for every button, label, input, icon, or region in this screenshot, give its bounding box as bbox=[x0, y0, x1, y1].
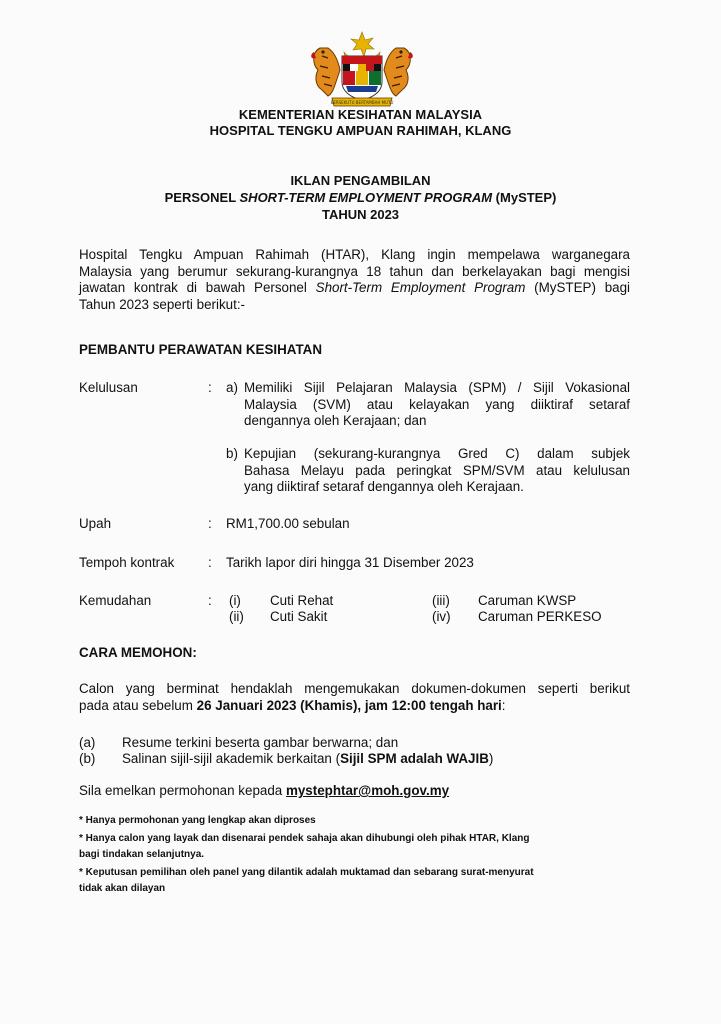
intro-line-2: Malaysia yang berumur sekurang-kurangnya 18 tahun dan berkelayakan bagi mengisi bbox=[79, 263, 630, 279]
wage-label: Upah bbox=[79, 516, 112, 531]
spm-required: Sijil SPM adalah WAJIB bbox=[340, 751, 489, 766]
doc-num: (a) bbox=[79, 735, 96, 750]
note-3-cont: tidak akan dilayan bbox=[79, 883, 166, 894]
apply-line-2: pada atau sebelum 26 Januari 2023 (Khamis), jam 12:00 tengah hari: bbox=[79, 697, 506, 713]
wage-colon: : bbox=[208, 516, 212, 531]
doc-text: Resume terkini beserta gambar berwarna; dan bbox=[122, 735, 399, 750]
benefit-num: (iii) bbox=[432, 593, 450, 608]
qualification-a-marker: a) bbox=[226, 380, 238, 395]
contract-label: Tempoh kontrak bbox=[79, 555, 175, 570]
ministry-name: KEMENTERIAN KESIHATAN MALAYSIA bbox=[238, 107, 483, 122]
motto-text: BERSEKUTU BERTAMBAH MUTU bbox=[330, 100, 394, 105]
contract-value: Tarikh lapor diri hingga 31 Disember 2023 bbox=[226, 555, 474, 570]
federal-star-icon bbox=[351, 32, 374, 57]
note-2: * Hanya calon yang layak dan disenarai pendek sahaja akan dihubungi oleh pihak HTAR, Klang bbox=[79, 833, 530, 844]
coat-of-arms-emblem bbox=[306, 30, 418, 110]
qualification-a-text: Memiliki Sijil Pelajaran Malaysia (SPM) / Sijil Vokasional Malaysia (SVM) atau kelayakan yang diiktiraf setaraf dengannya oleh Kerajaan; dan bbox=[244, 380, 630, 428]
left-tiger-icon bbox=[311, 48, 340, 96]
benefit-text: Cuti Sakit bbox=[270, 609, 328, 624]
email-instruction: Sila emelkan permohonan kepada mystephtar@moh.gov.my bbox=[79, 783, 450, 798]
benefit-num: (i) bbox=[229, 593, 241, 608]
doc-num: (b) bbox=[79, 751, 96, 766]
apply-heading: CARA MEMOHON: bbox=[79, 645, 197, 660]
doc-text: Salinan sijil-sijil akademik berkaitan (Sijil SPM adalah WAJIB) bbox=[122, 751, 494, 766]
intro-line-4: Tahun 2023 seperti berikut:- bbox=[79, 296, 245, 312]
hospital-name: HOSPITAL TENGKU AMPUAN RAHIMAH, KLANG bbox=[209, 123, 512, 138]
benefits-label: Kemudahan bbox=[79, 593, 152, 608]
shield-icon bbox=[342, 56, 382, 100]
benefit-text: Caruman PERKESO bbox=[478, 609, 602, 624]
note-3: * Keputusan pemilihan oleh panel yang dilantik adalah muktamad dan sebarang surat-menyurat bbox=[79, 867, 534, 878]
note-1: * Hanya permohonan yang lengkap akan diproses bbox=[79, 815, 316, 826]
benefit-text: Cuti Rehat bbox=[270, 593, 334, 608]
subtitle-suffix: (MySTEP) bbox=[492, 190, 557, 205]
subtitle-program: SHORT-TERM EMPLOYMENT PROGRAM bbox=[239, 190, 493, 205]
apply-paragraph bbox=[79, 681, 630, 714]
ad-title: IKLAN PENGAMBILAN bbox=[290, 173, 431, 188]
motto-scroll-icon bbox=[331, 98, 394, 106]
wage-value: RM1,700.00 sebulan bbox=[226, 516, 350, 531]
qualification-b-text: Kepujian (sekurang-kurangnya Gred C) dalam subjek Bahasa Melayu pada peringkat SPM/SVM atau kelulusan yang diiktiraf setaraf dengannya oleh Kerajaan. bbox=[244, 446, 630, 494]
contract-colon: : bbox=[208, 555, 212, 570]
benefit-text: Caruman KWSP bbox=[478, 593, 577, 608]
intro-line-1: Hospital Tengku Ampuan Rahimah (HTAR), Klang ingin mempelawa warganegara bbox=[79, 247, 630, 262]
right-tiger-icon bbox=[384, 48, 413, 96]
ad-year: TAHUN 2023 bbox=[321, 207, 400, 222]
benefit-num: (ii) bbox=[229, 609, 244, 624]
ad-subtitle bbox=[0, 189, 721, 206]
intro-paragraph bbox=[79, 247, 630, 313]
qualification-colon: : bbox=[208, 380, 212, 395]
benefit-num: (iv) bbox=[432, 609, 451, 624]
qualification-b-marker: b) bbox=[226, 446, 238, 461]
intro-line-3: jawatan kontrak di bawah Personel Short-Term Employment Program (MySTEP) bagi bbox=[79, 280, 631, 295]
email-link[interactable]: mystephtar@moh.gov.my bbox=[285, 783, 450, 798]
apply-line-1: Calon yang berminat hendaklah mengemukakan dokumen-dokumen seperti berikut bbox=[79, 681, 630, 696]
benefits-colon: : bbox=[208, 593, 212, 608]
position-title: PEMBANTU PERAWATAN KESIHATAN bbox=[79, 342, 323, 357]
qualification-label: Kelulusan bbox=[79, 380, 138, 395]
note-2-cont: bagi tindakan selanjutnya. bbox=[79, 849, 205, 860]
apply-deadline: 26 Januari 2023 (Khamis), jam 12:00 tengah hari bbox=[196, 697, 502, 713]
subtitle-prefix: PERSONEL bbox=[164, 190, 240, 205]
